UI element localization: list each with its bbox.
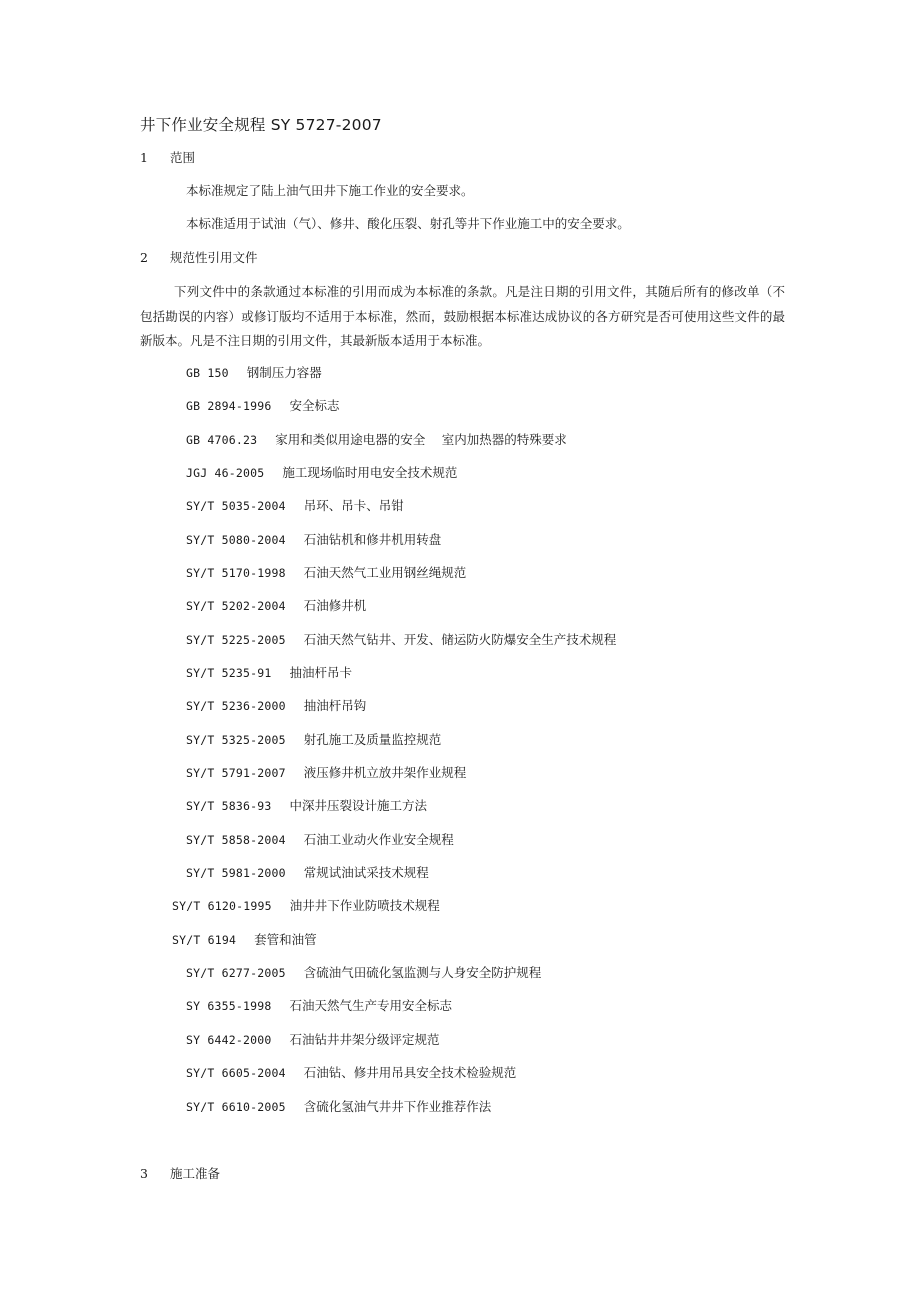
document-title: 井下作业安全规程 SY 5727-2007 (140, 116, 382, 134)
reference-code: SY/T 6194 (172, 933, 237, 947)
reference-code: GB 150 (186, 366, 229, 380)
reference-code: SY 6442-2000 (186, 1033, 272, 1047)
reference-name: 石油天然气工业用钢丝绳规范 (303, 565, 467, 580)
reference-item (172, 898, 440, 914)
reference-name: 石油修井机 (303, 598, 367, 613)
section-heading-scope (140, 150, 195, 166)
reference-code: SY/T 5981-2000 (186, 866, 286, 880)
reference-name: 抽油杆吊卡 (289, 665, 352, 680)
section-heading-normative-references (140, 250, 258, 266)
reference-item (186, 665, 352, 681)
reference-code: SY/T 5236-2000 (186, 699, 286, 713)
reference-name: 常规试油试采技术规程 (303, 865, 429, 880)
reference-item (186, 865, 429, 881)
reference-item (186, 732, 441, 748)
reference-name: 含硫化氢油气井井下作业推荐作法 (303, 1099, 492, 1114)
reference-code: SY/T 6610-2005 (186, 1100, 286, 1114)
reference-code: SY/T 5202-2004 (186, 599, 286, 613)
reference-code: JGJ 46-2005 (186, 466, 265, 480)
reference-name: 安全标志 (289, 398, 340, 413)
reference-item (186, 1099, 491, 1115)
section-number: 3 (140, 1166, 148, 1181)
reference-name: 石油钻机和修井机用转盘 (303, 532, 442, 547)
reference-item (186, 698, 366, 714)
reference-name: 抽油杆吊钩 (303, 698, 367, 713)
reference-item (186, 1032, 440, 1048)
reference-item (172, 932, 317, 948)
reference-item (186, 398, 340, 414)
reference-code: SY/T 5836-93 (186, 799, 272, 813)
reference-code: SY 6355-1998 (186, 999, 272, 1013)
reference-item (186, 798, 427, 814)
reference-code: SY/T 5035-2004 (186, 499, 286, 513)
reference-name: 石油钻井井架分级评定规范 (289, 1032, 440, 1047)
reference-code: SY/T 5325-2005 (186, 733, 286, 747)
reference-name: 射孔施工及质量监控规范 (303, 732, 442, 747)
section-title: 范围 (169, 150, 195, 165)
section-title: 规范性引用文件 (169, 250, 258, 265)
reference-item (186, 832, 454, 848)
reference-code: GB 2894-1996 (186, 399, 272, 413)
reference-name: 钢制压力容器 (246, 365, 322, 380)
section-number: 2 (140, 250, 148, 265)
reference-code: SY/T 6277-2005 (186, 966, 286, 980)
reference-name: 液压修井机立放井架作业规程 (303, 765, 467, 780)
reference-code: SY/T 6605-2004 (186, 1066, 286, 1080)
reference-item (186, 765, 466, 781)
reference-item (186, 998, 452, 1014)
references-intro-paragraph: 下列文件中的条款通过本标准的引用而成为本标准的条款。凡是注日期的引用文件，其随后所有的修改单（不包括勘误的内容）或修订版均不适用于本标准，然而，鼓励根据本标准达成协议的各方研究是否可使用这些文件的最新版本。凡是不注日期的引用文件，其最新版本适用于本标准。 (140, 284, 785, 348)
reference-name: 施工现场临时用电安全技术规范 (282, 465, 458, 480)
reference-item (186, 632, 616, 648)
reference-code: SY/T 5858-2004 (186, 833, 286, 847)
reference-item (186, 1065, 516, 1081)
reference-name: 吊环、吊卡、吊钳 (303, 498, 404, 513)
reference-name: 套管和油管 (254, 932, 317, 947)
reference-name: 油井井下作业防喷技术规程 (289, 898, 440, 913)
reference-item (186, 465, 457, 481)
reference-code: SY/T 5225-2005 (186, 633, 286, 647)
reference-item (186, 598, 366, 614)
reference-code: SY/T 5170-1998 (186, 566, 286, 580)
reference-code: SY/T 5080-2004 (186, 533, 286, 547)
reference-name: 家用和类似用途电器的安全 室内加热器的特殊要求 (275, 432, 567, 447)
reference-name: 中深井压裂设计施工方法 (289, 798, 427, 813)
reference-item (186, 432, 567, 448)
reference-name: 石油天然气生产专用安全标志 (289, 998, 452, 1013)
reference-name: 石油天然气钻井、开发、储运防火防爆安全生产技术规程 (303, 632, 617, 647)
reference-code: SY/T 6120-1995 (172, 899, 272, 913)
scope-paragraph: 本标准规定了陆上油气田井下施工作业的安全要求。 (186, 183, 474, 198)
reference-code: SY/T 5235-91 (186, 666, 272, 680)
reference-code: GB 4706.23 (186, 433, 258, 447)
reference-item (186, 365, 322, 381)
reference-code: SY/T 5791-2007 (186, 766, 286, 780)
reference-name: 石油工业动火作业安全规程 (303, 832, 454, 847)
section-title: 施工准备 (169, 1166, 220, 1181)
scope-paragraph: 本标准适用于试油（气）、修井、酸化压裂、射孔等井下作业施工中的安全要求。 (186, 216, 630, 231)
reference-item (186, 565, 466, 581)
reference-name: 石油钻、修井用吊具安全技术检验规范 (303, 1065, 517, 1080)
section-number: 1 (140, 150, 148, 165)
section-heading-construction-preparation (140, 1166, 220, 1182)
reference-name: 含硫油气田硫化氢监测与人身安全防护规程 (303, 965, 542, 980)
reference-item (186, 965, 541, 981)
reference-item (186, 498, 404, 514)
reference-item (186, 532, 441, 548)
